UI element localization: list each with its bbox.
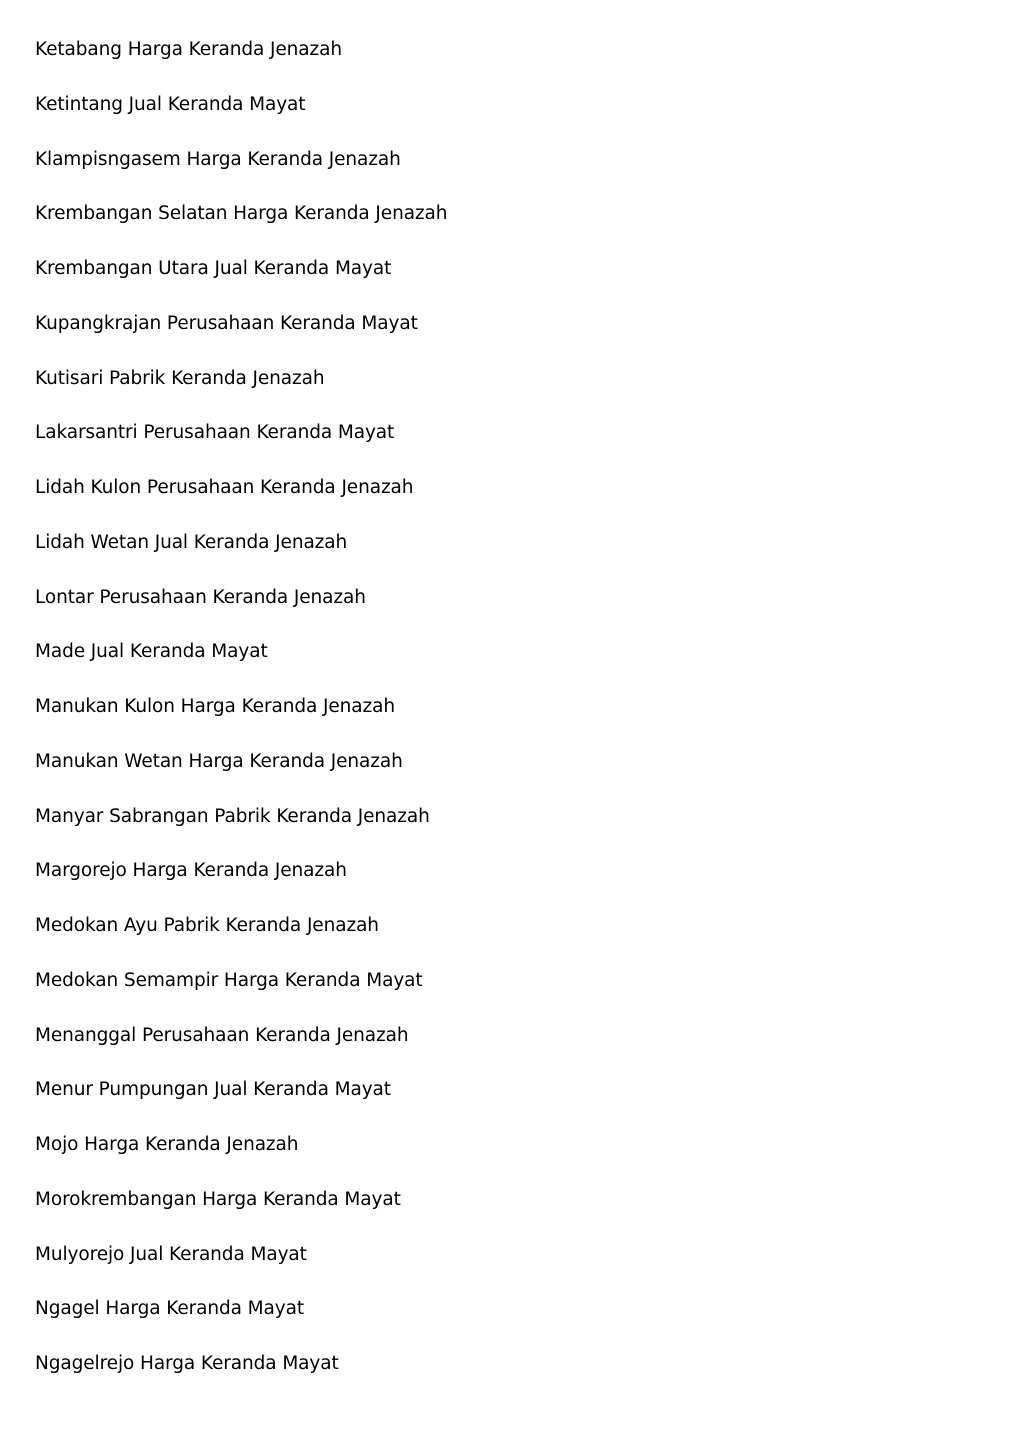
list-item: Lontar Perusahaan Keranda Jenazah — [35, 586, 366, 608]
list-item: Manukan Wetan Harga Keranda Jenazah — [35, 750, 403, 772]
list-item: Lidah Wetan Jual Keranda Jenazah — [35, 531, 348, 553]
list-item: Klampisngasem Harga Keranda Jenazah — [35, 148, 401, 170]
list-item: Margorejo Harga Keranda Jenazah — [35, 860, 347, 882]
list-item: Ketintang Jual Keranda Mayat — [35, 93, 306, 115]
list-item: Krembangan Selatan Harga Keranda Jenazah — [35, 203, 448, 225]
list-item: Menur Pumpungan Jual Keranda Mayat — [35, 1079, 391, 1101]
list-item: Kupangkrajan Perusahaan Keranda Mayat — [35, 312, 418, 334]
list-item: Medokan Ayu Pabrik Keranda Jenazah — [35, 915, 379, 936]
list-item: Manyar Sabrangan Pabrik Keranda Jenazah — [35, 805, 430, 827]
list-item: Krembangan Utara Jual Keranda Mayat — [35, 258, 392, 279]
list-item: Menanggal Perusahaan Keranda Jenazah — [35, 1024, 409, 1046]
list-item: Ngagelrejo Harga Keranda Mayat — [35, 1353, 339, 1374]
list-item: Medokan Semampir Harga Keranda Mayat — [35, 969, 423, 991]
list-item: Morokrembangan Harga Keranda Mayat — [35, 1188, 401, 1210]
list-item: Lidah Kulon Perusahaan Keranda Jenazah — [35, 477, 414, 498]
list-item: Ketabang Harga Keranda Jenazah — [35, 39, 342, 60]
list-item: Manukan Kulon Harga Keranda Jenazah — [35, 696, 395, 717]
list-item: Lakarsantri Perusahaan Keranda Mayat — [35, 422, 395, 444]
text-list — [35, 36, 447, 1405]
list-item: Mojo Harga Keranda Jenazah — [35, 1134, 299, 1155]
list-item: Made Jual Keranda Mayat — [35, 641, 268, 663]
list-item: Ngagel Harga Keranda Mayat — [35, 1298, 305, 1320]
list-item: Mulyorejo Jual Keranda Mayat — [35, 1243, 307, 1265]
list-item: Kutisari Pabrik Keranda Jenazah — [35, 367, 325, 389]
